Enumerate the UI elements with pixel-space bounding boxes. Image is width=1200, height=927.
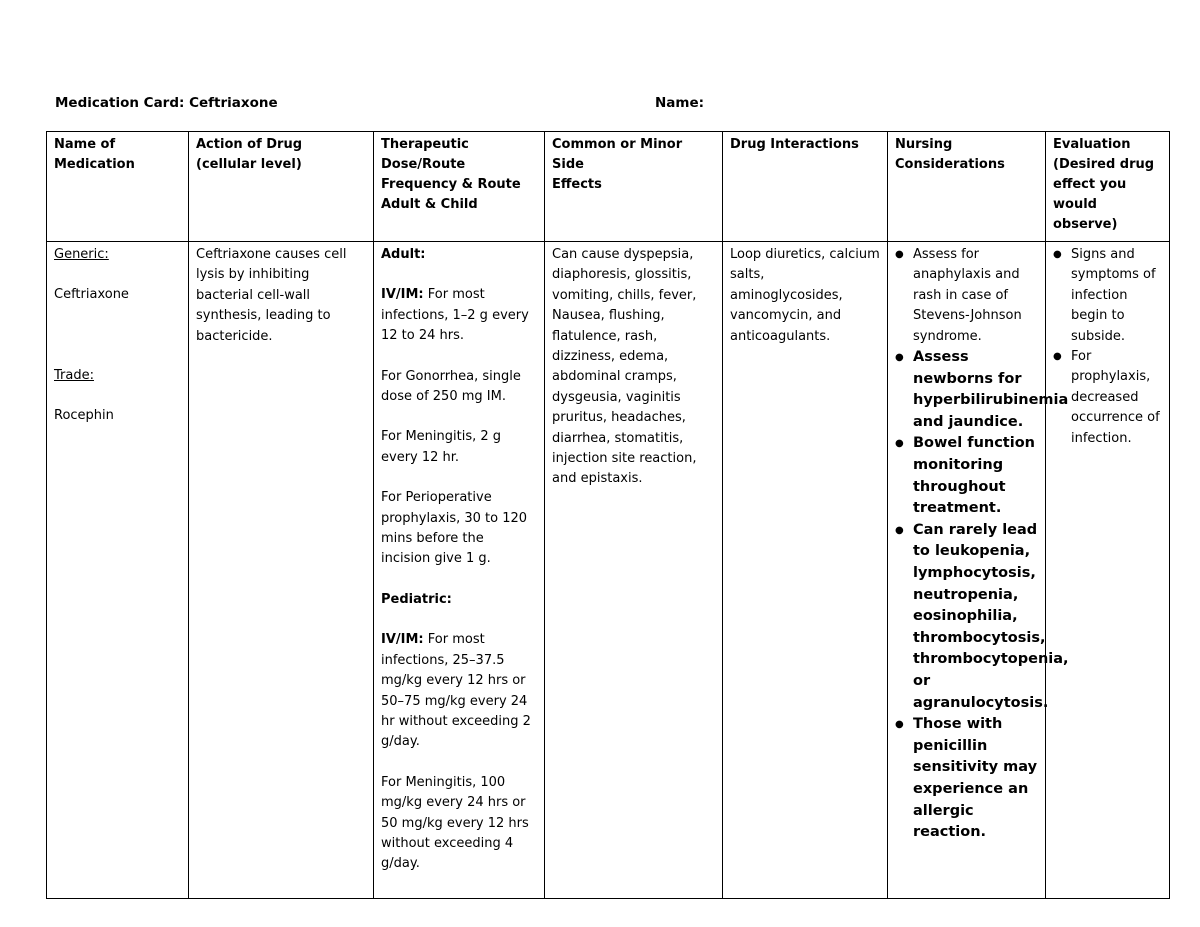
- list-item: ● Those with penicillin sensitivity may experience an allergic reaction.: [895, 714, 1038, 844]
- col-header-interactions: Drug Interactions: [723, 132, 888, 242]
- col-header-name: Name of Medication: [47, 132, 189, 242]
- content-row: [47, 242, 1170, 899]
- pediatric-meningitis: For Meningitis, 100 mg/kg every 24 hrs or 50 mg/kg every 12 hrs without exceeding 4 g/day.: [381, 774, 529, 872]
- adult-iv-im: IV/IM: For most infections, 1–2 g every 12 to 24 hrs.: [381, 287, 529, 344]
- cell-nursing: [888, 242, 1069, 899]
- list-item: ● Assess for anaphylaxis and rash in case of Stevens-Johnson syndrome.: [895, 245, 1038, 347]
- action-text: Ceftriaxone causes cell lysis by inhibiting bacterial cell-wall synthesis, leading to bactericide.: [196, 247, 347, 344]
- adult-gonorrhea: For Gonorrhea, single dose of 250 mg IM.: [381, 368, 521, 405]
- generic-name: Ceftriaxone: [54, 287, 129, 303]
- name-label: Name:: [655, 95, 705, 111]
- cell-evaluation: [1046, 242, 1170, 899]
- side-effects-text: Can cause dyspepsia, diaphoresis, glossitis, vomiting, chills, fever, Nausea, flushing, flatulence, rash, dizziness, edema, abdominal cramps, dysgeusia, vaginitis pruritus, headaches, diarrhea, stomatitis, injection site reaction, and epistaxis.: [552, 247, 697, 487]
- list-item: ● Assess newborns for hyperbilirubinemia and jaundice.: [895, 347, 1038, 433]
- cell-medication: [47, 242, 189, 899]
- col-header-dose: Therapeutic Dose/Route Frequency & Route Adult & Child: [374, 132, 545, 242]
- cell-interactions: [723, 242, 888, 899]
- adult-label: Adult:: [381, 247, 426, 262]
- trade-label: Trade:: [54, 367, 94, 383]
- cell-dose: [374, 242, 545, 899]
- pediatric-iv-im: IV/IM: For most infections, 25–37.5 mg/kg every 12 hrs or 50–75 mg/kg every 24 hr without exceeding 2 g/day.: [381, 632, 531, 750]
- interactions-text: Loop diuretics, calcium salts, aminoglycosides, vancomycin, and anticoagulants.: [730, 247, 880, 344]
- evaluation-list: [1053, 245, 1162, 449]
- pediatric-label: Pediatric:: [381, 591, 452, 607]
- col-header-nursing: Nursing Considerations: [888, 132, 1046, 242]
- list-item: ● Bowel function monitoring throughout treatment.: [895, 433, 1038, 519]
- adult-perioperative: For Perioperative prophylaxis, 30 to 120 mins before the incision give 1 g.: [381, 490, 528, 567]
- col-header-evaluation: Evaluation (Desired drug effect you would observe): [1046, 132, 1170, 242]
- cell-side-effects: [545, 242, 723, 899]
- page-title: Medication Card: Ceftriaxone: [55, 95, 278, 111]
- list-item: ● For prophylaxis, decreased occurrence of infection.: [1053, 347, 1162, 449]
- col-header-action: Action of Drug (cellular level): [189, 132, 374, 242]
- nursing-list: [895, 245, 1069, 844]
- trade-name: Rocephin: [54, 408, 114, 424]
- cell-action: [189, 242, 374, 899]
- header-row: [47, 132, 1170, 242]
- list-item: ● Can rarely lead to leukopenia, lymphocytosis, neutropenia, eosinophilia, thrombocytosis, thrombocytopenia, or agranulocytosis.: [895, 520, 1038, 714]
- medication-card-table: [46, 131, 1170, 899]
- adult-meningitis: For Meningitis, 2 g every 12 hr.: [381, 429, 502, 465]
- col-header-side-effects: Common or Minor Side Effects: [545, 132, 723, 242]
- list-item: ● Signs and symptoms of infection begin to subside.: [1053, 245, 1162, 347]
- generic-label: Generic:: [54, 247, 109, 262]
